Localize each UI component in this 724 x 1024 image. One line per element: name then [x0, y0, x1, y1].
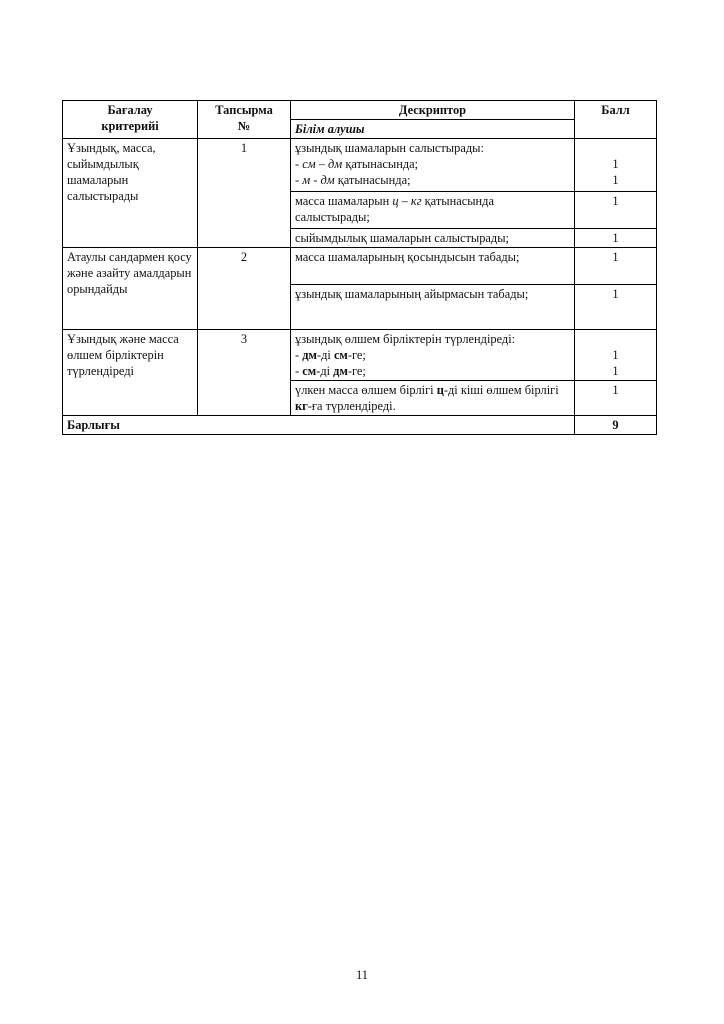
score-cell: 1	[575, 381, 657, 416]
score-cell: 1	[575, 248, 657, 285]
score-cell: 1	[575, 192, 657, 229]
header-task-line2: №	[237, 119, 251, 133]
header-criteria-line1: Бағалау	[107, 103, 153, 117]
descriptor-cell: ұзындық шамаларының айырмасын табады;	[291, 285, 575, 330]
header-descriptor-sub: Білім алушы	[291, 120, 575, 139]
criterion-cell: Ұзындық, масса, сыйымдылық шамаларын салыстырады	[63, 139, 198, 248]
header-row	[63, 101, 657, 120]
task-number-cell: 2	[198, 248, 291, 330]
score-cell: 1	[575, 229, 657, 248]
total-score: 9	[575, 416, 657, 435]
header-task	[198, 101, 291, 139]
score-cell	[575, 139, 657, 192]
assessment-rubric-table	[62, 100, 657, 435]
total-row	[63, 416, 657, 435]
table-row	[63, 139, 657, 192]
score-cell	[575, 330, 657, 381]
score-value: 1	[612, 348, 619, 362]
descriptor-text: ұзындық шамаларын салыстырады:	[295, 141, 484, 155]
criterion-cell: Атаулы сандармен қосу және азайту амалдарын орындайды	[63, 248, 198, 330]
descriptor-text: - м - дм қатынасында;	[295, 173, 411, 187]
descriptor-text: - см – дм қатынасында;	[295, 157, 419, 171]
descriptor-text: - см-ді дм-ге;	[295, 364, 366, 378]
table-row	[63, 330, 657, 381]
page-number: 11	[355, 968, 369, 982]
score-value: 1	[612, 157, 619, 171]
descriptor-cell: үлкен масса өлшем бірлігі ц-ді кіші өлшем бірлігі кг-ға түрлендіреді.	[291, 381, 575, 416]
header-task-line1: Тапсырма	[215, 103, 273, 117]
descriptor-text: - дм-ді см-ге;	[295, 348, 366, 362]
descriptor-cell: масса шамаларын ц – кг қатынасында салыстырады;	[291, 192, 575, 229]
descriptor-cell	[291, 330, 575, 381]
descriptor-cell: сыйымдылық шамаларын салыстырады;	[291, 229, 575, 248]
task-number-cell: 3	[198, 330, 291, 416]
table-row	[63, 248, 657, 285]
score-value: 1	[612, 364, 619, 378]
header-criteria	[63, 101, 198, 139]
score-cell: 1	[575, 285, 657, 330]
header-criteria-line2: критерийі	[101, 119, 159, 133]
descriptor-text: ұзындық өлшем бірліктерін түрлендіреді:	[295, 332, 516, 346]
descriptor-cell	[291, 139, 575, 192]
total-label: Барлығы	[63, 416, 575, 435]
score-value: 1	[612, 173, 619, 187]
descriptor-cell: масса шамаларының қосындысын табады;	[291, 248, 575, 285]
header-descriptor: Дескриптор	[291, 101, 575, 120]
header-score: Балл	[575, 101, 657, 139]
task-number-cell: 1	[198, 139, 291, 248]
criterion-cell: Ұзындық және масса өлшем бірліктерін түрлендіреді	[63, 330, 198, 416]
